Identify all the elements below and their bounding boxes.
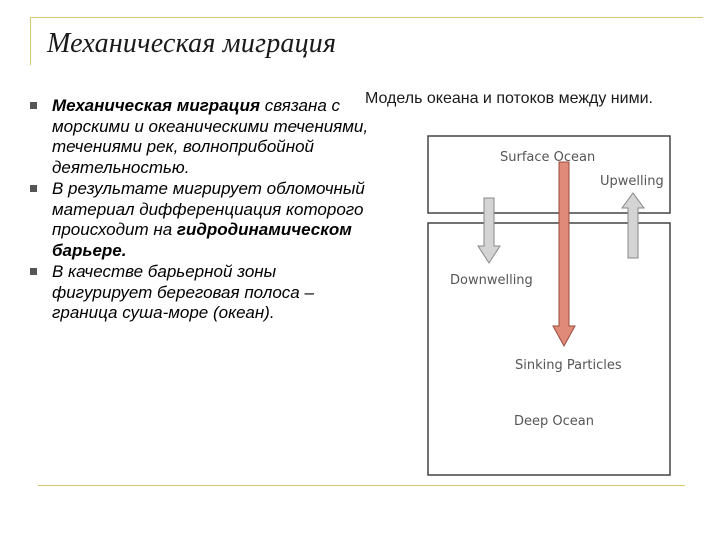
bullet-item-3	[30, 262, 370, 324]
bullet-item-2	[30, 179, 370, 261]
ocean-diagram-svg	[418, 128, 680, 480]
surface-ocean-label: Surface Ocean	[500, 150, 596, 165]
frame-left-line	[30, 17, 31, 65]
deep-ocean-box	[428, 223, 670, 475]
bullet-1-lead: Механическая миграция	[52, 96, 261, 115]
slide-title: Механическая миграция	[47, 28, 337, 59]
bullet-2-emphasis: гидродинамическом барьере.	[52, 220, 352, 260]
frame-bottom-line	[38, 485, 685, 486]
bullet-list	[30, 96, 370, 325]
deep-ocean-label: Deep Ocean	[514, 414, 594, 429]
bullet-item-1	[30, 96, 370, 178]
bullet-3-text: В качестве барьерной зоны фигурирует береговая полоса – граница суша-море (океан).	[52, 262, 314, 322]
bullet-square-icon	[30, 185, 37, 192]
bullet-1-text: связана с морскими и океаническими течениями, течениями рек, волноприбойной деятельностью.	[52, 96, 369, 177]
sinking-particles-label: Sinking Particles	[515, 358, 622, 373]
bullet-square-icon	[30, 102, 37, 109]
ocean-diagram	[418, 128, 680, 480]
bullet-square-icon	[30, 268, 37, 275]
bullet-2-text: В результате мигрирует обломочный материал дифференциация которого происходит на	[52, 179, 365, 239]
downwelling-label: Downwelling	[450, 273, 533, 288]
upwelling-label: Upwelling	[600, 174, 664, 189]
frame-top-line	[30, 17, 703, 18]
diagram-caption: Модель океана и потоков между ними.	[365, 90, 653, 107]
